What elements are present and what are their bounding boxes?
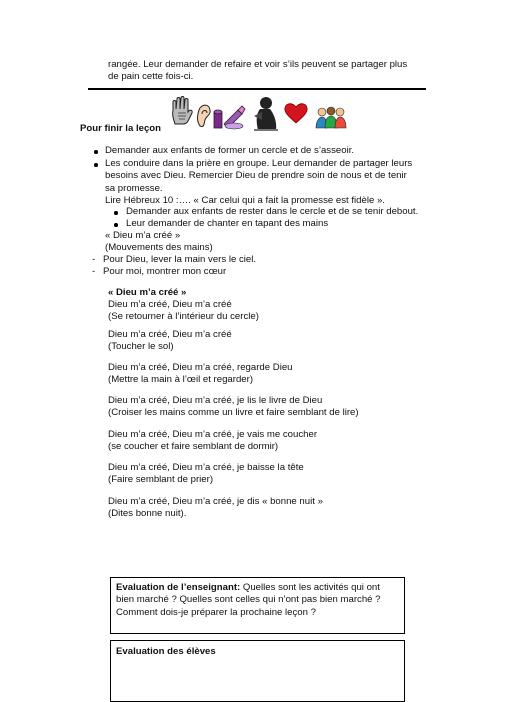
intro-line-2: de pain cette fois-ci. (108, 71, 194, 83)
teacher-evaluation-q3: Comment dois-je préparer la prochaine leçon ? (116, 606, 316, 618)
bullet-2-line-3: sa promesse. (105, 182, 163, 194)
bullet-1: Demander aux enfants de former un cercle et de s’asseoir. (105, 145, 355, 156)
dash-marker: - (92, 254, 96, 265)
sub-bullet-2: Leur demander de chanter en tapant des mains (126, 218, 329, 229)
bullet-marker (94, 163, 98, 167)
verse-line: Dieu m’a créé, Dieu m’a créé, je vais me coucher (108, 429, 318, 440)
song-reference: « Dieu m’a créé » (105, 230, 181, 241)
students-evaluation-label: Evaluation des élèves (116, 646, 216, 657)
song-verse (108, 496, 323, 521)
verse-line: Dieu m’a créé, Dieu m’a créé (108, 329, 232, 340)
teacher-evaluation-box (110, 577, 405, 634)
dash-marker: - (92, 266, 96, 277)
praying-child-icon (250, 96, 280, 132)
hand-icon (170, 96, 194, 126)
teacher-evaluation-text (116, 582, 402, 619)
heart-icon (284, 102, 308, 124)
sub-bullet-1: Demander aux enfants de rester dans le cercle et de se tenir debout. (126, 206, 419, 217)
sub-bullet-marker (114, 223, 118, 227)
verse-action: (Dites bonne nuit). (108, 508, 187, 520)
verse-action: (Faire semblant de prier) (108, 474, 214, 486)
section-title: Pour finir la leçon (80, 123, 162, 134)
children-group-icon (314, 106, 348, 130)
bullet-2 (105, 158, 412, 208)
song-title: « Dieu m’a créé » (108, 287, 187, 298)
verse-line: Dieu m’a créé, Dieu m’a créé, je lis le livre de Dieu (108, 395, 323, 406)
teacher-evaluation-q1: Quelles sont les activités qui ont (240, 582, 380, 593)
section-divider (88, 88, 426, 90)
icon-strip (170, 96, 350, 136)
song-verse (108, 299, 259, 324)
teacher-evaluation-label: Evaluation de l’enseignant: (116, 582, 241, 593)
song-verse (108, 362, 293, 387)
ear-icon (196, 102, 212, 130)
paint-icon (212, 104, 246, 130)
bullet-2-line-2: besoins avec Dieu. Remercier Dieu de prendre soin de nous et de tenir (105, 170, 407, 182)
hand-movements-note: (Mouvements des mains) (105, 242, 213, 253)
sub-bullet-marker (114, 211, 118, 215)
verse-action: (Croiser les mains comme un livre et faire semblant de lire) (108, 407, 359, 419)
bullet-2-line-4: Lire Hébreux 10 :…. « Car celui qui a fait la promesse est fidèle ». (105, 195, 385, 207)
intro-paragraph (108, 59, 407, 84)
verse-action: (se coucher et faire semblant de dormir) (108, 441, 279, 453)
teacher-evaluation-q2: bien marché ? Quelles sont celles qui n’ont pas bien marché ? (116, 594, 381, 606)
verse-line: Dieu m’a créé, Dieu m’a créé, regarde Dieu (108, 362, 293, 373)
bullet-marker (94, 150, 98, 154)
bullet-2-line-1: Les conduire dans la prière en groupe. Leur demander de partager leurs (105, 158, 413, 169)
verse-line: Dieu m’a créé, Dieu m’a créé, je dis « bonne nuit » (108, 496, 323, 507)
verse-line: Dieu m’a créé, Dieu m’a créé (108, 299, 232, 310)
dash-item-2: Pour moi, montrer mon cœur (103, 266, 227, 277)
verse-line: Dieu m’a créé, Dieu m’a créé, je baisse la tête (108, 462, 304, 473)
verse-action: (Toucher le sol) (108, 341, 174, 353)
song-verse (108, 462, 304, 487)
dash-item-1: Pour Dieu, lever la main vers le ciel. (103, 254, 257, 265)
students-evaluation-box (110, 640, 405, 702)
verse-action: (Se retourner à l’intérieur du cercle) (108, 311, 259, 323)
intro-line-1: rangée. Leur demander de refaire et voir s’ils peuvent se partager plus (108, 59, 408, 70)
song-verse (108, 429, 317, 454)
song-verse (108, 395, 359, 420)
verse-action: (Mettre la main à l’œil et regarder) (108, 374, 254, 386)
song-verse (108, 329, 232, 354)
